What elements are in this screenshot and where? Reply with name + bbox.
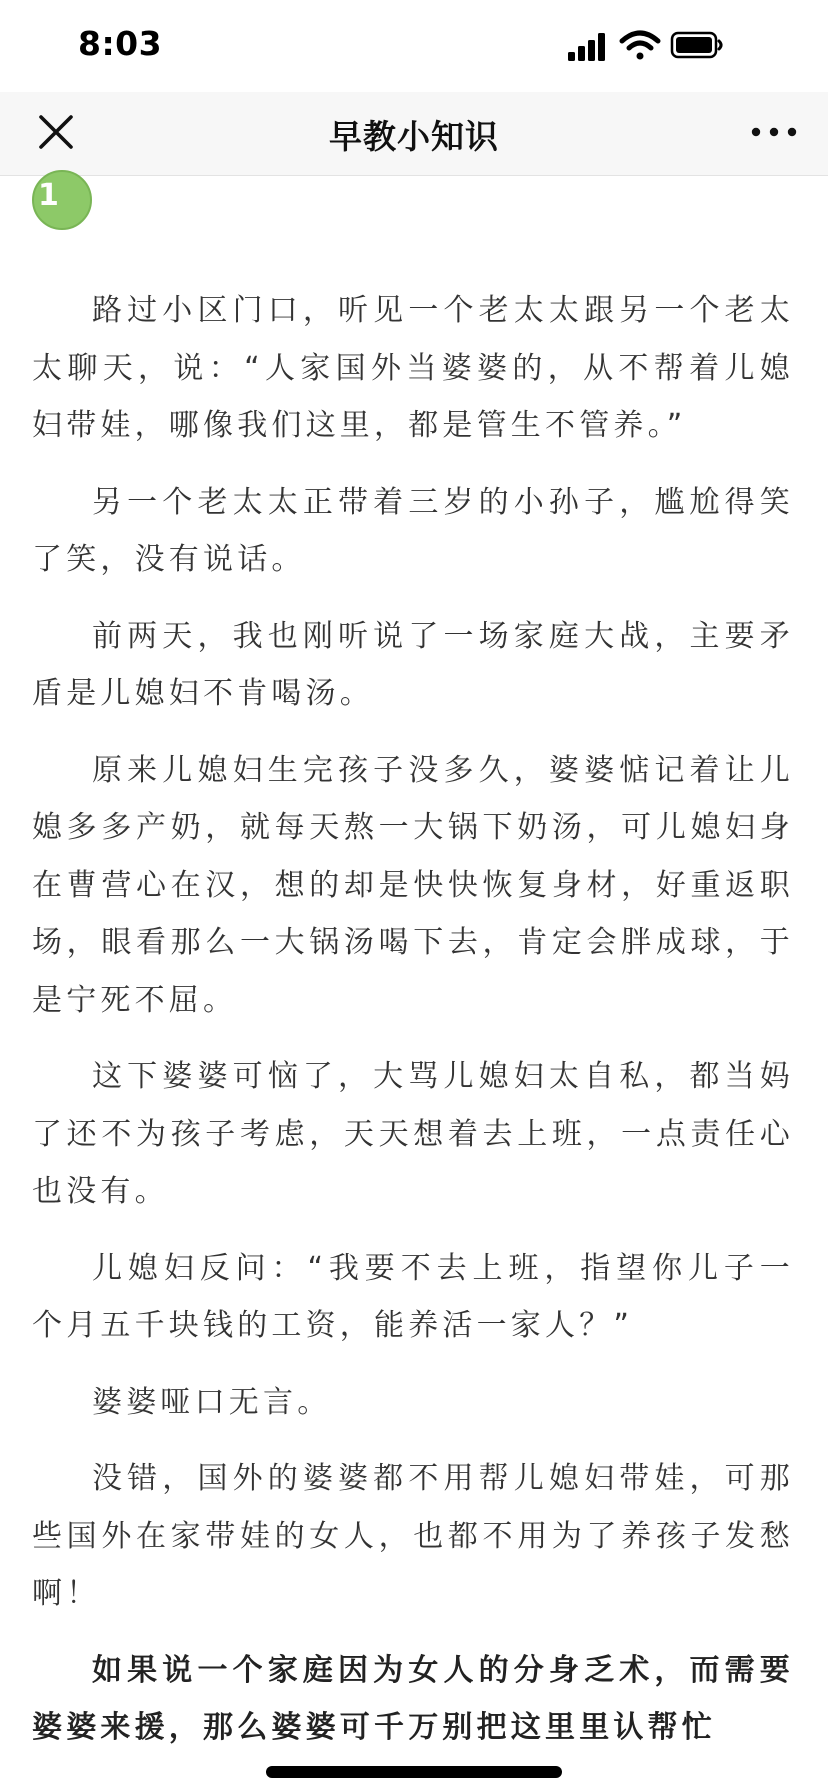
more-icon[interactable] bbox=[750, 122, 798, 142]
status-icons bbox=[568, 0, 828, 92]
section-number-badge bbox=[32, 170, 92, 230]
article-paragraph-bold: 如果说一个家庭因为女人的分身乏术，而需要婆婆来援，那么婆婆可千万别把这里里认帮忙 bbox=[32, 1652, 794, 1745]
wifi-icon bbox=[622, 33, 658, 60]
article-body bbox=[32, 282, 794, 1792]
article-paragraph: 路过小区门口，听见一个老太太跟另一个老太太聊天，说：“人家国外当婆婆的，从不帮着儿媳妇带娃，哪像我们这里，都是管生不管养。” bbox=[32, 293, 794, 443]
page-title: 早教小知识 bbox=[329, 117, 499, 156]
status-bar bbox=[0, 0, 828, 92]
article-paragraph: 前两天，我也刚听说了一场家庭大战，主要矛盾是儿媳妇不肯喝汤。 bbox=[32, 618, 794, 711]
article-paragraph: 婆婆哑口无言。 bbox=[92, 1384, 332, 1420]
article-paragraph: 这下婆婆可恼了，大骂儿媳妇太自私，都当妈了还不为孩子考虑，天天想着去上班，一点责任心也没有。 bbox=[32, 1059, 794, 1209]
article-paragraph: 儿媳妇反问：“我要不去上班，指望你儿子一个月五千块钱的工资，能养活一家人？” bbox=[32, 1250, 794, 1343]
nav-bar bbox=[0, 92, 828, 176]
article-paragraph: 没错，国外的婆婆都不用帮儿媳妇带娃，可那些国外在家带娃的女人，也都不用为了养孩子发愁啊！ bbox=[32, 1461, 794, 1611]
battery-icon bbox=[672, 33, 721, 57]
cellular-signal-icon bbox=[568, 33, 605, 61]
article-paragraph: 另一个老太太正带着三岁的小孙子，尴尬得笑了笑，没有说话。 bbox=[32, 484, 794, 577]
article-paragraph: 原来儿媳妇生完孩子没多久，婆婆惦记着让儿媳多多产奶，就每天熬一大锅下奶汤，可儿媳妇身在曹营心在汉，想的却是快快恢复身材，好重返职场，眼看那么一大锅汤喝下去，肯定会胖成球，于是宁死不屈。 bbox=[32, 752, 794, 1018]
home-indicator[interactable] bbox=[266, 1766, 562, 1778]
section-number: 1 bbox=[38, 178, 59, 213]
status-time: 8:03 bbox=[78, 24, 163, 63]
